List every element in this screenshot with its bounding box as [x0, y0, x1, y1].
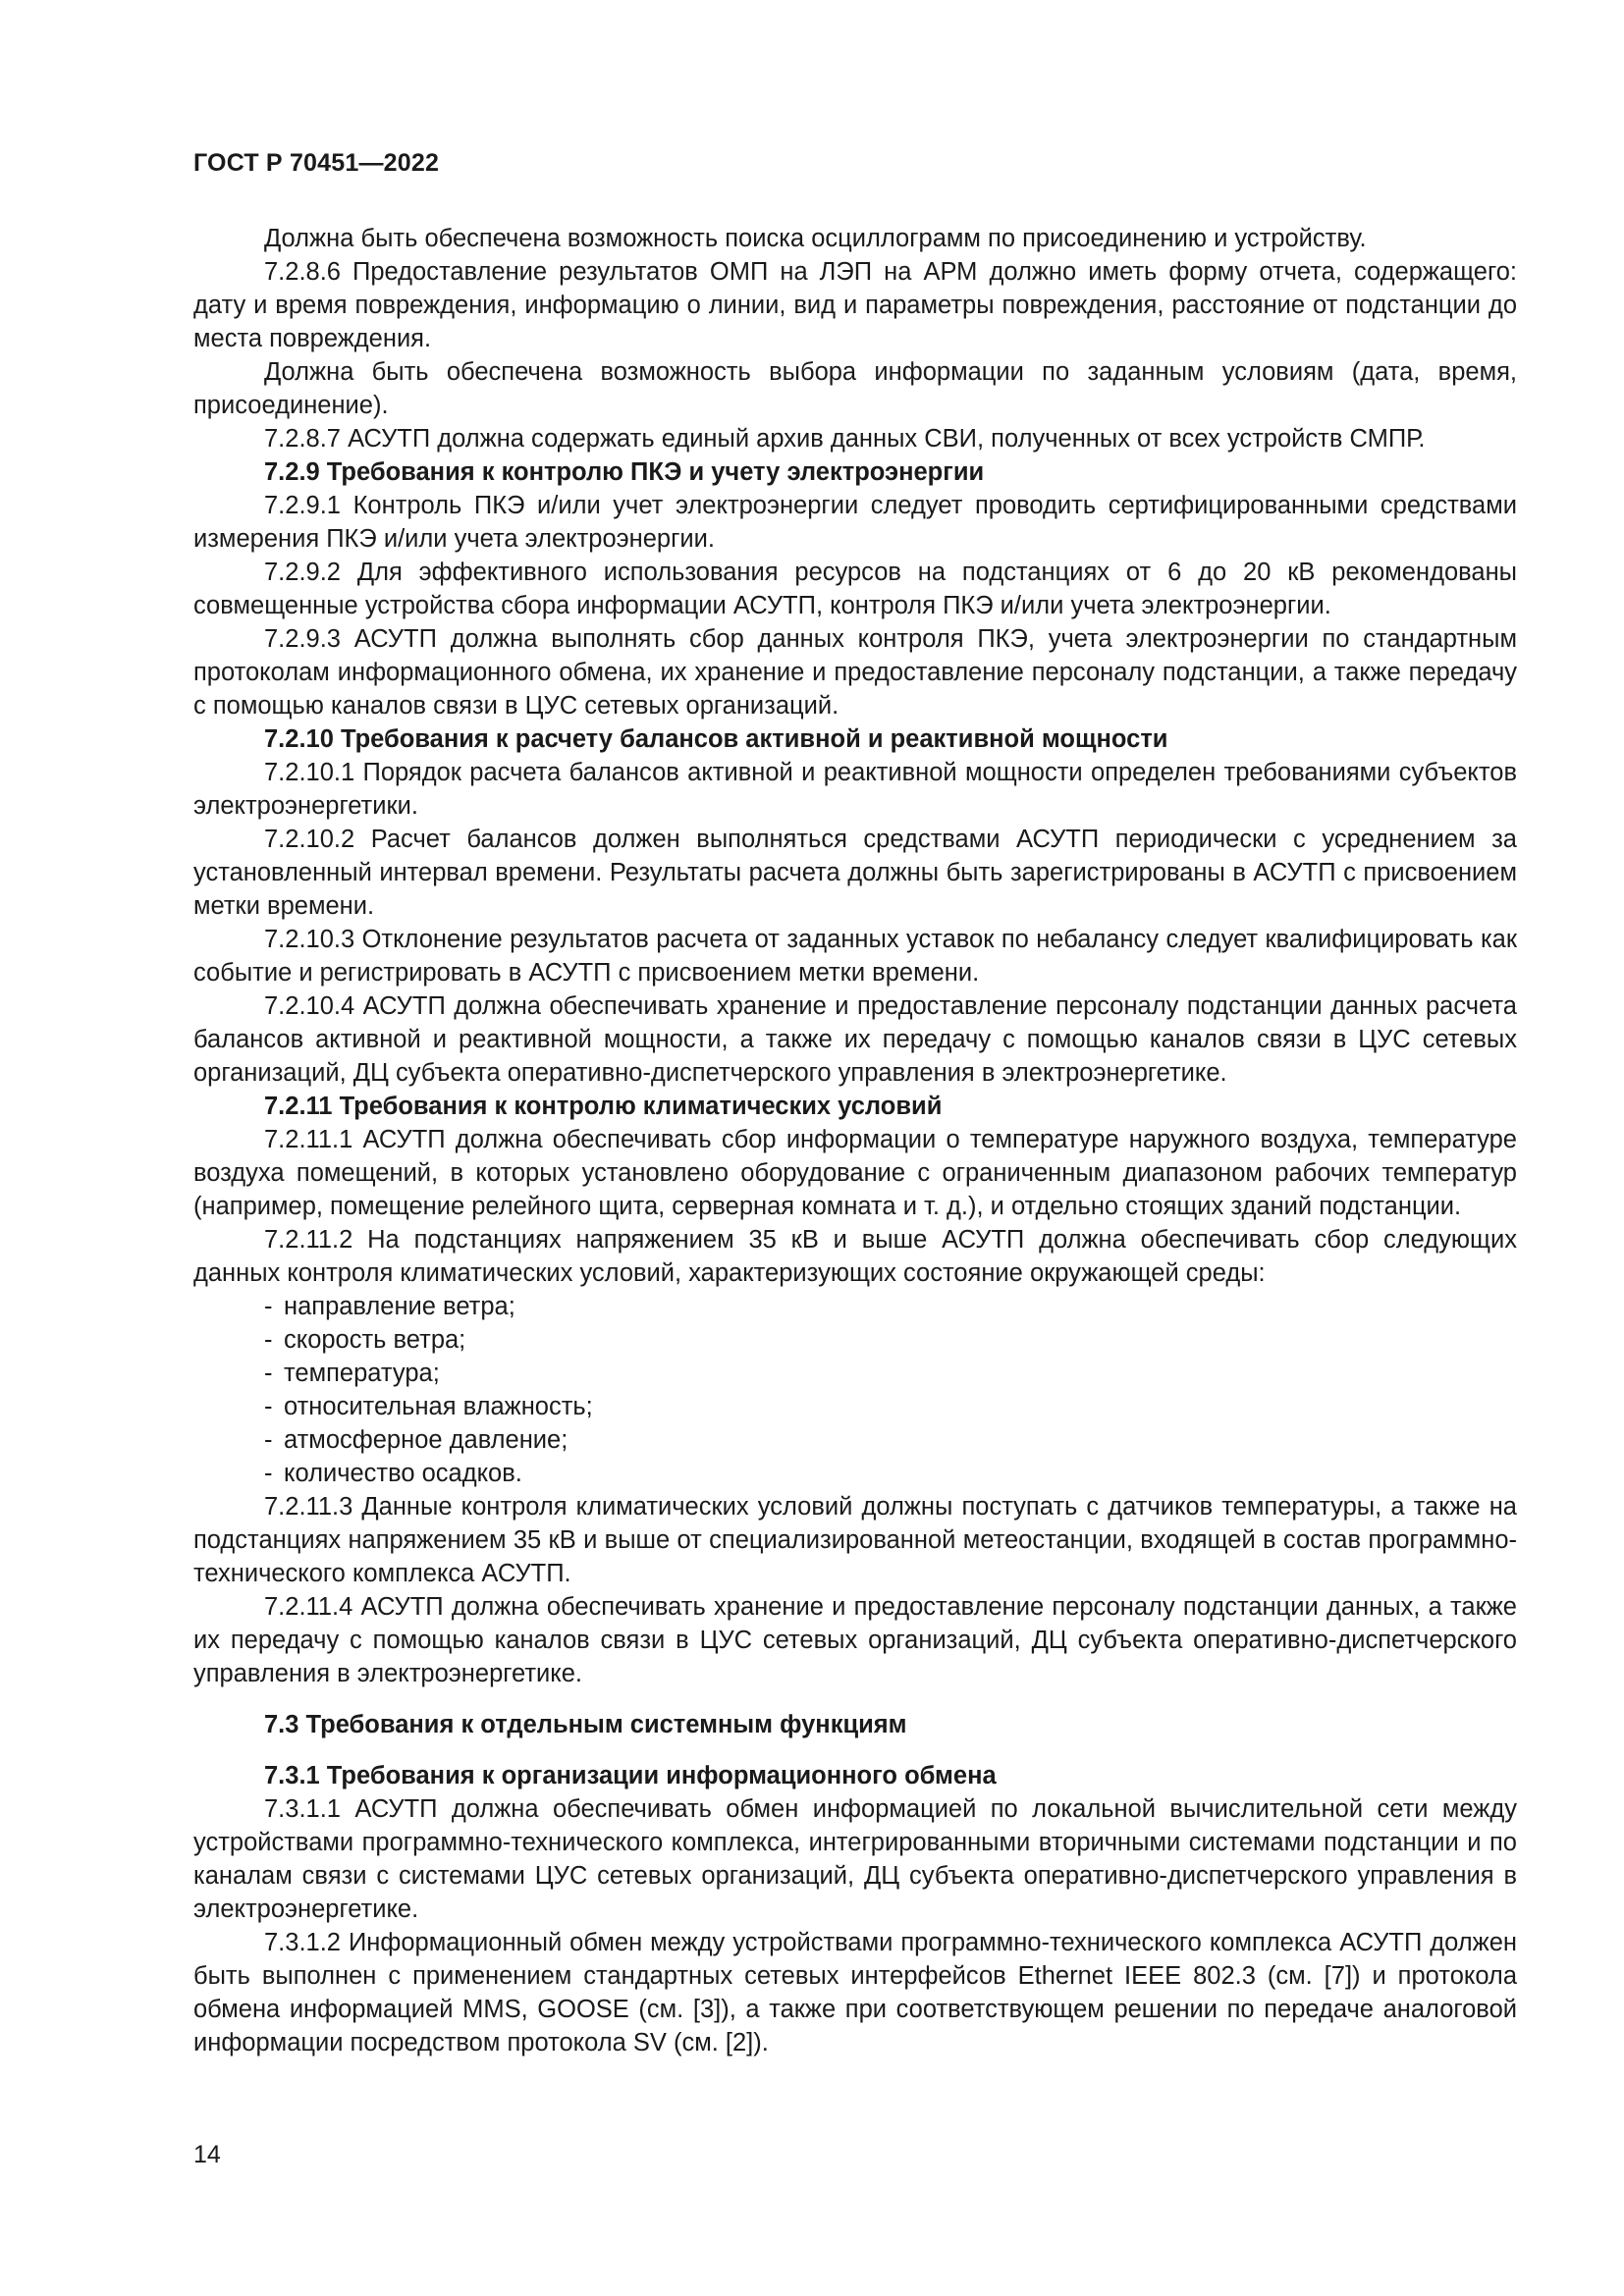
paragraph: 7.3.1.2 Информационный обмен между устройствами программно-технического комплекса АСУТП должен быть выполнен с применением стандартных сетевых интерфейсов Ethernet IEEE 802.3 (см. [7]) и протокола обмена информацией MMS, GOOSE (см. [3]), а также при соответствующем решении по передаче аналоговой информации посредством протокола SV (см. [2]).: [193, 1929, 1517, 2056]
list-item: - атмосферное давление;: [264, 1426, 568, 1454]
paragraph: 7.3.1.1 АСУТП должна обеспечивать обмен информацией по локальной вычислительной сети между устройствами программно-технического комплекса, интегрированными вторичными системами подстанции и по каналам связи с системами ЦУС сетевых организаций, ДЦ субъекта оперативно-диспетчерского управления в электроэнергетике.: [193, 1795, 1517, 1923]
list-item: - температура;: [264, 1360, 440, 1387]
paragraph: 7.2.11.1 АСУТП должна обеспечивать сбор информации о температуре наружного воздуха, температуре воздуха помещений, в которых установлено оборудование с ограниченным диапазоном рабочих температур (например, помещение релейного щита, серверная комната и т. д.), и отдельно стоящих зданий подстанции.: [193, 1126, 1517, 1220]
climate-data-list: [193, 1290, 1517, 1490]
paragraph: 7.2.11.2 На подстанциях напряжением 35 кВ и выше АСУТП должна обеспечивать сбор следующих данных контроля климатических условий, характеризующих состояние окружающей среды:: [193, 1226, 1517, 1287]
paragraph: Должна быть обеспечена возможность поиска осциллограмм по присоединению и устройству.: [264, 225, 1367, 252]
paragraph: 7.2.9.1 Контроль ПКЭ и/или учет электроэнергии следует проводить сертифицированными средствами измерения ПКЭ и/или учета электроэнергии.: [193, 492, 1517, 553]
paragraph: Должна быть обеспечена возможность выбора информации по заданным условиям (дата, время, присоединение).: [193, 358, 1517, 419]
section-heading-7-2-10: 7.2.10 Требования к расчету балансов активной и реактивной мощности: [264, 725, 1168, 753]
list-item: - количество осадков.: [264, 1460, 522, 1487]
standard-header: ГОСТ Р 70451—2022: [193, 149, 440, 177]
paragraph: 7.2.8.6 Предоставление результатов ОМП на ЛЭП на АРМ должно иметь форму отчета, содержащего: дату и время повреждения, информацию о линии, вид и параметры повреждения, расстояние от подстанции до места повреждения.: [193, 258, 1517, 352]
document-body: [193, 222, 1517, 2059]
paragraph: 7.2.11.3 Данные контроля климатических условий должны поступать с датчиков температуры, а также на подстанциях напряжением 35 кВ и выше от специализированной метеостанции, входящей в состав программно-технического комплекса АСУТП.: [193, 1493, 1517, 1587]
paragraph: 7.2.9.3 АСУТП должна выполнять сбор данных контроля ПКЭ, учета электроэнергии по стандартным протоколам информационного обмена, их хранение и предоставление персоналу подстанции, а также передачу с помощью каналов связи в ЦУС сетевых организаций.: [193, 625, 1517, 720]
paragraph: 7.2.10.4 АСУТП должна обеспечивать хранение и предоставление персоналу подстанции данных расчета балансов активной и реактивной мощности, а также их передачу с помощью каналов связи в ЦУС сетевых организаций, ДЦ субъекта оперативно-диспетчерского управления в электроэнергетике.: [193, 992, 1517, 1087]
section-heading-7-3: 7.3 Требования к отдельным системным функциям: [264, 1711, 907, 1738]
section-heading-7-2-11: 7.2.11 Требования к контролю климатических условий: [264, 1093, 943, 1120]
paragraph: 7.2.9.2 Для эффективного использования ресурсов на подстанциях от 6 до 20 кВ рекомендованы совмещенные устройства сбора информации АСУТП, контроля ПКЭ и/или учета электроэнергии.: [193, 559, 1517, 619]
paragraph: 7.2.10.2 Расчет балансов должен выполняться средствами АСУТП периодически с усреднением за установленный интервал времени. Результаты расчета должны быть зарегистрированы в АСУТП с присвоением метки времени.: [193, 826, 1517, 920]
section-heading-7-3-1: 7.3.1 Требования к организации информационного обмена: [264, 1762, 997, 1789]
paragraph: 7.2.8.7 АСУТП должна содержать единый архив данных СВИ, полученных от всех устройств СМПР.: [264, 425, 1426, 453]
list-item: - скорость ветра;: [264, 1326, 466, 1354]
paragraph: 7.2.11.4 АСУТП должна обеспечивать хранение и предоставление персоналу подстанции данных, а также их передачу с помощью каналов связи в ЦУС сетевых организаций, ДЦ субъекта оперативно-диспетчерского управления в электроэнергетике.: [193, 1593, 1517, 1687]
page-number: 14: [193, 2141, 221, 2168]
list-item: - относительная влажность;: [264, 1393, 593, 1420]
list-item: - направление ветра;: [264, 1293, 515, 1320]
paragraph: 7.2.10.3 Отклонение результатов расчета от заданных уставок по небалансу следует квалифицировать как событие и регистрировать в АСУТП с присвоением метки времени.: [193, 926, 1517, 987]
paragraph: 7.2.10.1 Порядок расчета балансов активной и реактивной мощности определен требованиями субъектов электроэнергетики.: [193, 759, 1517, 820]
section-heading-7-2-9: 7.2.9 Требования к контролю ПКЭ и учету электроэнергии: [264, 458, 985, 486]
